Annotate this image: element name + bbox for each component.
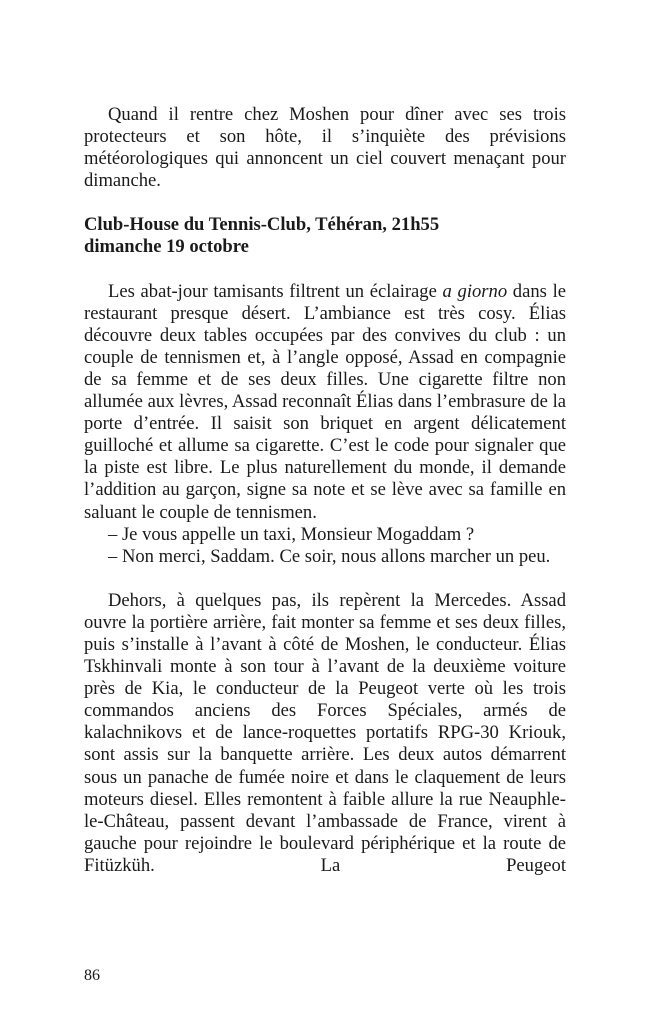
scene-heading-location: Club-House du Tennis-Club, Téhéran, 21h55 bbox=[84, 214, 440, 236]
dialogue-line-reply: – Non merci, Saddam. Ce soir, nous allons marcher un peu. bbox=[108, 545, 551, 567]
paragraph-clubhouse-start: Les abat-jour tamisants filtrent un éclairage bbox=[108, 280, 443, 302]
spacer bbox=[84, 192, 566, 214]
paragraph-departure: Dehors, à quelques pas, ils repèrent la Mercedes. Assad ouvre la portière arrière, fait monter sa femme et ses deux filles, puis s’installe à l’avant à côté de Moshen, le conducteur. Élias Tskhinvali monte à son tour à l’avant de la deuxième voiture près de Kia, le conducteur de la Peugeot verte où les trois commandos anciens des Forces Spéciales, armés de kalachnikovs et de lance-roquettes portatifs RPG-30 Kriouk, sont assis sur la banquette arrière. Les deux autos démarrent sous un panache de fumée noire et dans le claquement de leurs moteurs diesel. Elles remontent à faible allure la rue Neauphle-le-Château, passent devant l’ambassade de France, virent à gauche pour rejoindre le boulevard périphérique et la route de Fitüzküh. La Peugeot bbox=[84, 589, 566, 876]
spacer bbox=[84, 568, 566, 590]
page-number: 86 bbox=[84, 967, 100, 984]
italic-phrase: a giorno bbox=[442, 280, 508, 302]
spacer bbox=[84, 259, 566, 281]
paragraph-clubhouse-rest: dans le restaurant presque désert. L’ambiance est très cosy. Élias découvre deux tables occupées par des convives du club : un couple de tennismen et, à l’angle opposé, Assad en compagnie de sa femme et de ses deux filles. Une cigarette filtre non allumée aux lèvres, Assad reconnaît Élias dans l’embrasure de la porte d’entrée. Il saisit son briquet en argent délicatement guilloché et allume sa cigarette. C’est le code pour signaler que la piste est libre. Le plus naturellement du monde, il demande l’addition au garçon, signe sa note et se lève avec sa famille en saluant le couple de tennismen. bbox=[84, 280, 566, 523]
scene-heading bbox=[84, 214, 566, 258]
paragraph-clubhouse bbox=[84, 281, 566, 524]
scene-heading-date: dimanche 19 octobre bbox=[84, 236, 249, 258]
paragraph-arrival: Quand il rentre chez Moshen pour dîner avec ses trois protecteurs et son hôte, il s’inquiète des prévisions météorologiques qui annoncent un ciel couvert menaçant pour dimanche. bbox=[84, 104, 566, 192]
dialogue-line-taxi: – Je vous appelle un taxi, Monsieur Mogaddam ? bbox=[108, 523, 475, 545]
page-body bbox=[84, 104, 566, 877]
